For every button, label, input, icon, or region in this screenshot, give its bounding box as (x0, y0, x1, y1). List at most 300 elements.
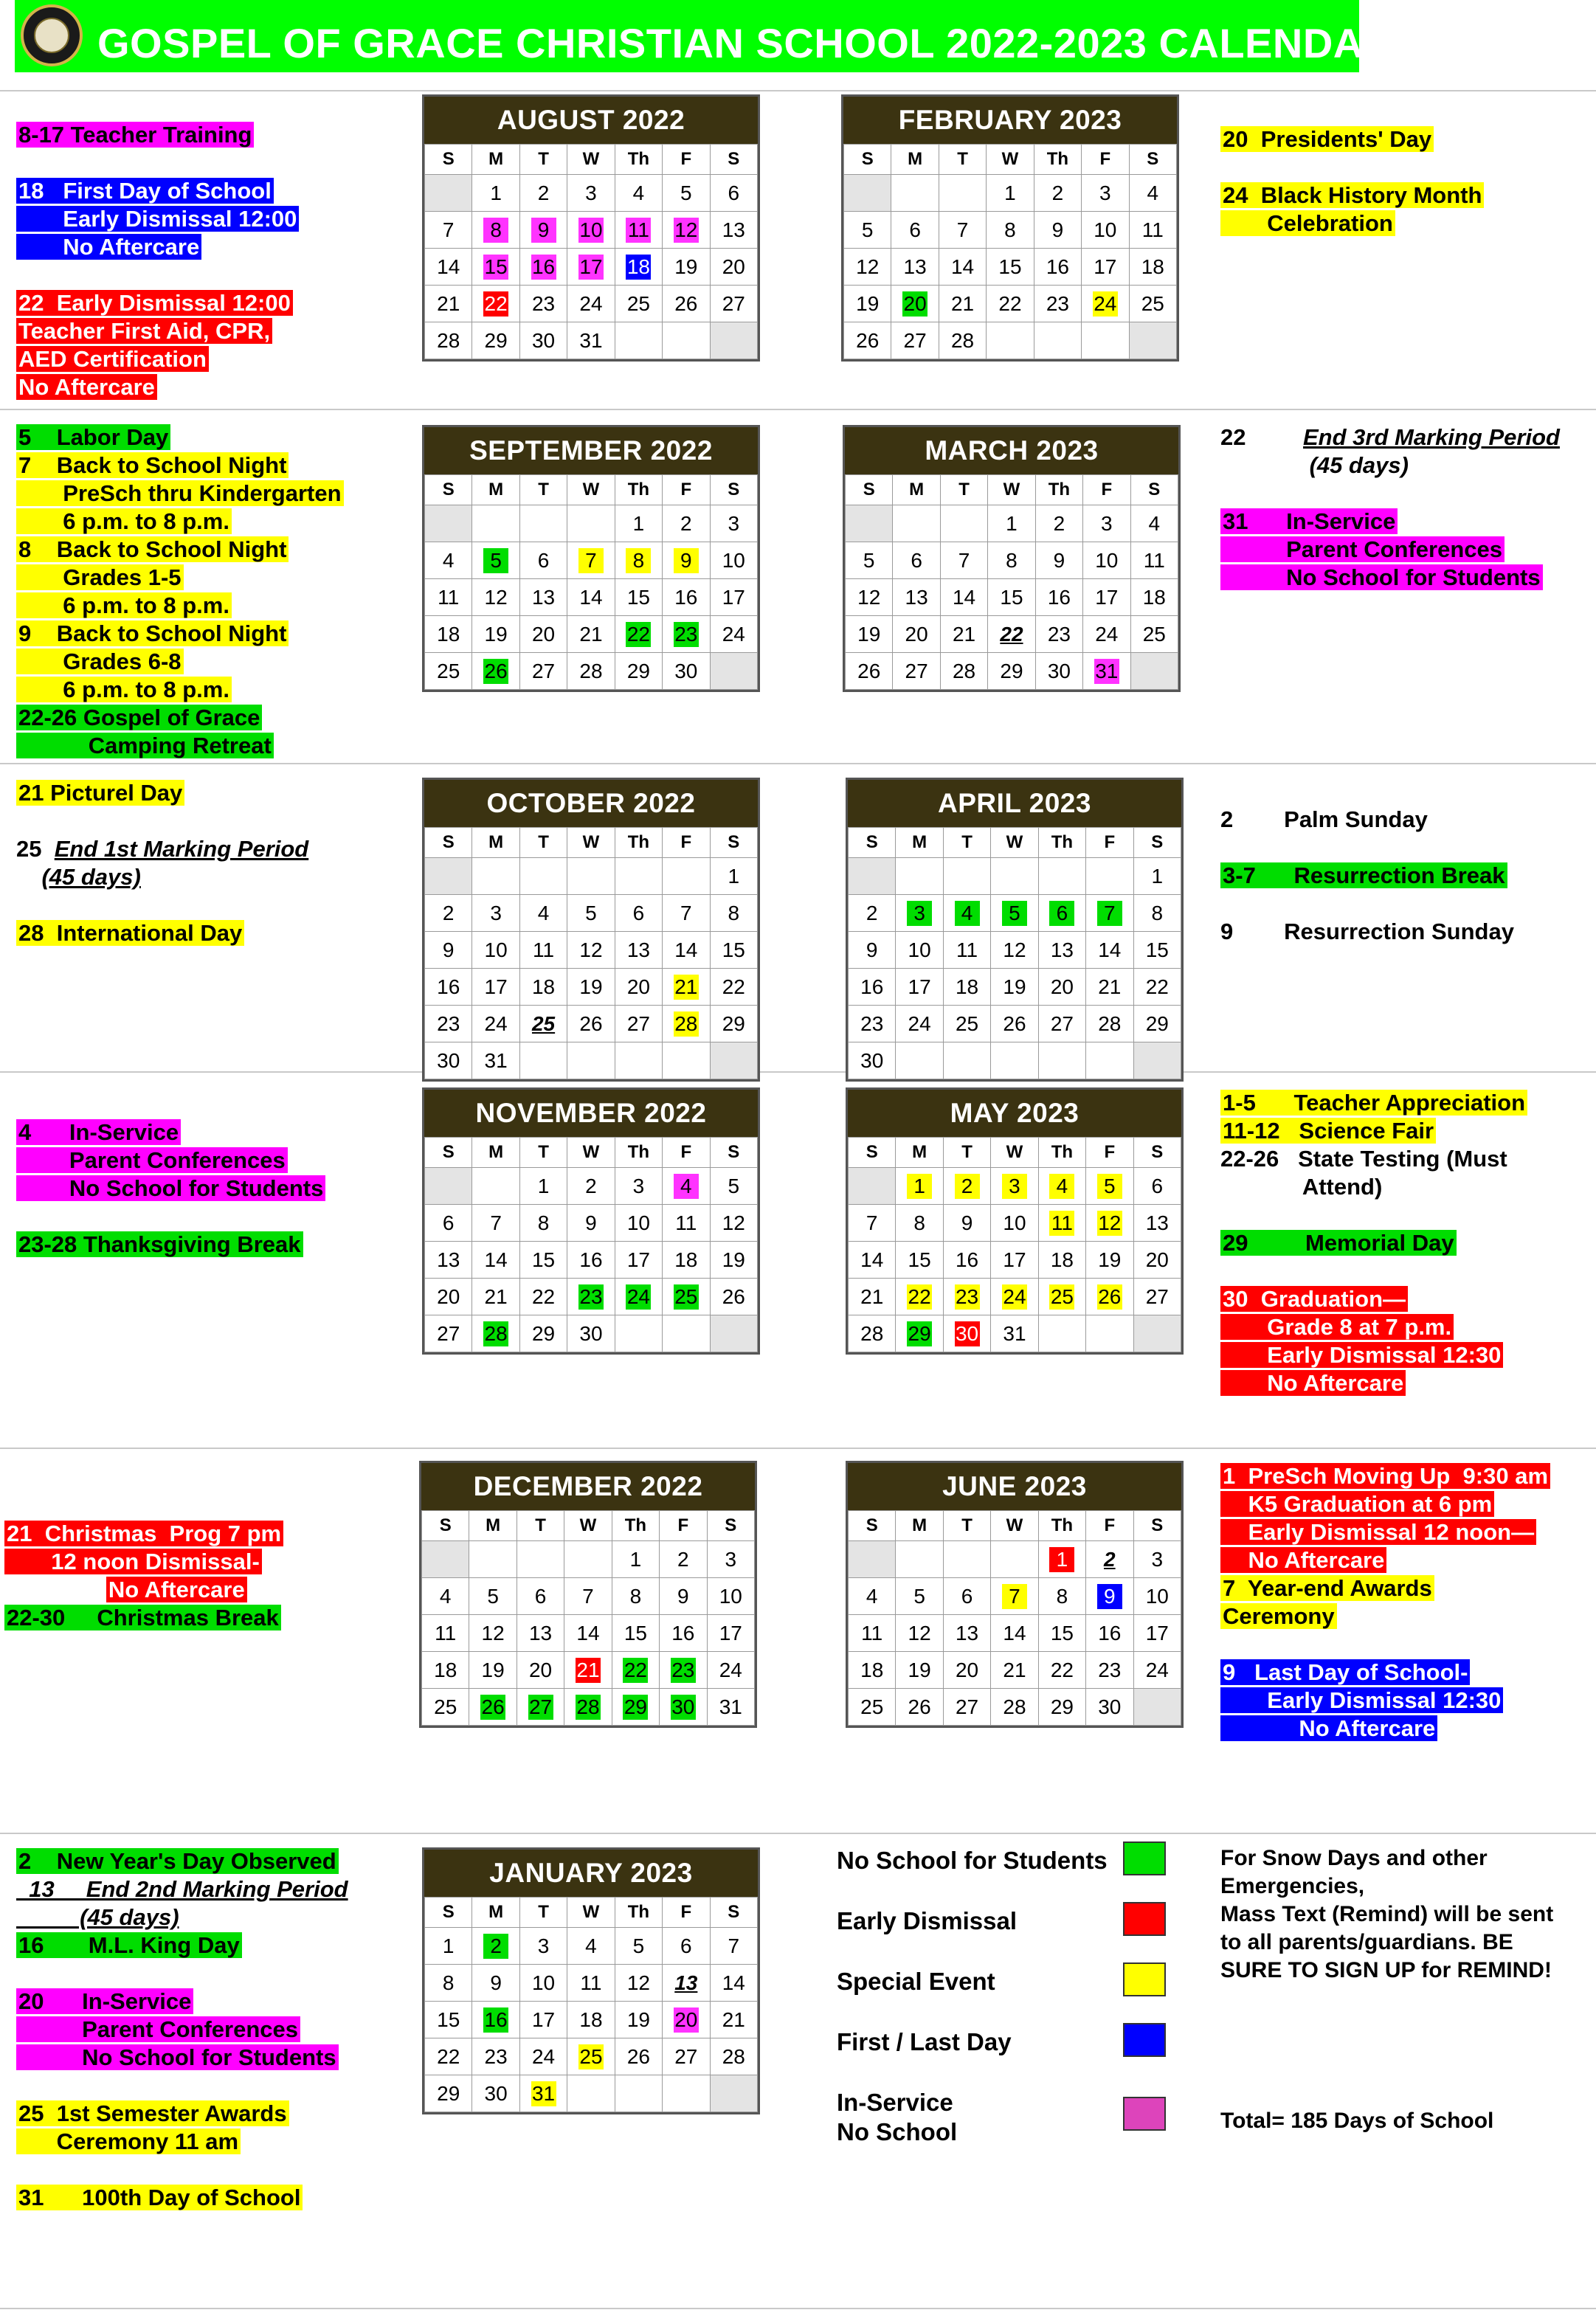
day-cell (663, 895, 710, 932)
weekday-header: T (940, 475, 987, 505)
note-line (1220, 1173, 1527, 1201)
day-number: 12 (1098, 1211, 1122, 1234)
weekday-header: M (472, 145, 519, 175)
day-cell (422, 1652, 469, 1689)
note-line (1220, 1341, 1527, 1369)
weekday-header: M (893, 475, 940, 505)
note-line (1220, 1490, 1550, 1518)
day-number: 26 (579, 1011, 603, 1035)
day-cell (1086, 895, 1133, 932)
notes-october (16, 779, 308, 947)
day-cell (844, 212, 891, 249)
day-number: 13 (905, 585, 928, 609)
empty-cell (517, 1541, 564, 1578)
empty-cell (425, 858, 472, 895)
day-number: 31 (531, 2081, 556, 2105)
day-cell (943, 1006, 990, 1042)
weekday-header: S (710, 145, 757, 175)
day-number: 27 (903, 328, 927, 352)
day-cell (1082, 286, 1129, 322)
day-cell (943, 1205, 990, 1242)
day-number: 30 (674, 659, 698, 682)
weekday-header: F (663, 828, 710, 858)
day-cell (991, 969, 1038, 1006)
day-number: 3 (907, 901, 932, 926)
day-number: 15 (484, 255, 508, 278)
month-title: MAY 2023 (848, 1090, 1181, 1137)
day-cell (846, 542, 893, 579)
day-cell (893, 653, 940, 690)
day-cell (943, 1315, 990, 1352)
total-days: Total= 185 Days of School (1220, 2109, 1494, 2133)
note-line (1220, 1229, 1527, 1257)
weekday-header: W (567, 475, 615, 505)
day-cell (472, 1242, 519, 1279)
empty-cell (1133, 1315, 1181, 1352)
snow-day-note: For Snow Days and other Emergencies, Mass Text (Remind) will be sent to all parents/guardians. BE SURE TO SIGN UP for REMIND! (1220, 1846, 1554, 1982)
day-cell (663, 969, 710, 1006)
day-cell (939, 322, 986, 359)
note-line (16, 1960, 348, 1988)
day-number: 25 (955, 1011, 979, 1035)
day-number: 20 (903, 291, 927, 315)
day-cell (663, 2002, 710, 2038)
empty-cell (896, 858, 943, 895)
day-number: 4 (1049, 1174, 1074, 1199)
notes-may (1220, 1089, 1527, 1397)
empty-cell (896, 1042, 943, 1079)
note-line (1220, 564, 1560, 592)
weekday-header: Th (1034, 145, 1081, 175)
day-number: 15 (998, 255, 1022, 278)
note-text: Ceremony (1220, 1603, 1337, 1629)
day-cell (567, 895, 615, 932)
day-number: 2 (1053, 511, 1065, 535)
weekday-header: F (1086, 828, 1133, 858)
day-number: 31 (484, 1048, 508, 1072)
day-cell (707, 1652, 754, 1689)
month-calendar-november (422, 1087, 760, 1355)
note-text: PreSch thru Kindergarten (16, 480, 344, 506)
day-number: 5 (632, 1934, 645, 1957)
empty-cell (663, 322, 710, 359)
empty-cell (1034, 322, 1081, 359)
day-cell (893, 579, 940, 616)
day-cell (710, 1279, 757, 1315)
day-cell (844, 322, 891, 359)
day-number: 19 (626, 2007, 650, 2031)
day-number: 25 (437, 659, 460, 682)
day-cell (943, 1242, 990, 1279)
empty-cell (472, 1168, 519, 1205)
day-number: 6 (1049, 901, 1074, 926)
day-cell (1133, 1242, 1181, 1279)
note-line (1220, 862, 1514, 890)
day-number: 7 (866, 1211, 878, 1234)
day-cell (472, 322, 519, 359)
weekday-header: Th (1038, 1138, 1085, 1168)
note-line (16, 1847, 348, 1875)
day-number: 29 (484, 328, 508, 352)
day-number: 6 (442, 1211, 455, 1234)
note-text: No School for Students (1220, 564, 1543, 590)
day-number: 11 (626, 218, 651, 243)
note-text: No Aftercare (1220, 1715, 1437, 1741)
note-line (16, 2072, 348, 2100)
day-cell (425, 579, 472, 616)
day-cell (1133, 1279, 1181, 1315)
empty-cell (1082, 322, 1129, 359)
empty-cell (991, 858, 1038, 895)
day-cell (663, 542, 710, 579)
day-number: 27 (674, 2044, 698, 2068)
day-cell (710, 175, 757, 212)
day-cell (472, 1928, 519, 1965)
note-text: No Aftercare (16, 234, 201, 260)
day-number: 22 (1050, 1658, 1074, 1681)
day-cell (663, 1965, 710, 2002)
day-number: 25 (626, 291, 650, 315)
day-number: 16 (531, 255, 556, 278)
note-line (4, 1520, 283, 1548)
empty-cell (891, 175, 939, 212)
day-cell (940, 542, 987, 579)
day-number: 8 (537, 1211, 550, 1234)
day-cell (519, 1279, 567, 1315)
day-cell (943, 932, 990, 969)
day-cell (710, 212, 757, 249)
day-cell (469, 1689, 517, 1726)
note-text: 2 Palm Sunday (1220, 806, 1428, 832)
month-title: NOVEMBER 2022 (424, 1090, 758, 1137)
day-number: 3 (490, 901, 502, 924)
day-number: 20 (1050, 975, 1074, 998)
day-cell (519, 1315, 567, 1352)
day-cell (891, 286, 939, 322)
day-number: 1 (1049, 1547, 1074, 1572)
day-cell (469, 1578, 517, 1615)
note-line (1220, 834, 1514, 862)
day-cell (707, 1615, 754, 1652)
day-number: 30 (531, 328, 556, 352)
note-line (1220, 1602, 1550, 1630)
day-cell (1133, 1615, 1181, 1652)
note-text: 30 Graduation— (1220, 1286, 1408, 1312)
day-cell (615, 1205, 662, 1242)
day-number: 4 (1147, 181, 1159, 204)
day-number: 8 (1004, 218, 1016, 241)
day-cell (567, 1168, 615, 1205)
month-title: AUGUST 2022 (424, 97, 758, 144)
notes-february (1220, 125, 1484, 238)
day-cell (425, 1205, 472, 1242)
day-number: 23 (531, 291, 556, 315)
day-cell (849, 1689, 896, 1726)
weekday-header: Th (615, 145, 662, 175)
empty-cell (469, 1541, 517, 1578)
day-cell (1133, 895, 1181, 932)
day-number: 5 (585, 901, 597, 924)
day-number: 7 (442, 218, 455, 241)
day-number: 8 (913, 1211, 925, 1234)
empty-cell (849, 1168, 896, 1205)
day-cell (567, 1315, 615, 1352)
day-number: 5 (487, 1584, 499, 1608)
day-cell (425, 932, 472, 969)
note-text: 8 Back to School Night (16, 536, 289, 562)
notes-december (4, 1520, 283, 1632)
note-text: 9 Back to School Night (16, 620, 289, 646)
weekday-header: F (1086, 1511, 1133, 1541)
day-cell (896, 1315, 943, 1352)
day-cell (472, 2075, 519, 2112)
note-text: 22 Early Dismissal 12:00 (16, 290, 293, 316)
day-cell (1083, 653, 1130, 690)
day-cell (940, 579, 987, 616)
day-number: 18 (1142, 585, 1166, 609)
weekday-header: M (896, 1138, 943, 1168)
month-calendar-august (422, 94, 760, 362)
day-cell (710, 2002, 757, 2038)
day-number: 24 (908, 1011, 931, 1035)
weekday-header: W (567, 145, 615, 175)
day-number: 5 (680, 181, 692, 204)
day-cell (615, 1279, 662, 1315)
day-number: 29 (1000, 659, 1023, 682)
note-text (4, 1577, 106, 1602)
day-number: 2 (1104, 1547, 1116, 1571)
day-number: 10 (1145, 1584, 1169, 1608)
day-number: 4 (1148, 511, 1161, 535)
day-number: 16 (484, 2007, 508, 2031)
weekday-header: Th (612, 1511, 659, 1541)
day-number: 2 (680, 511, 692, 535)
day-number: 24 (1145, 1658, 1169, 1681)
day-cell (1086, 1168, 1133, 1205)
day-number: 28 (1003, 1695, 1026, 1718)
note-line (1220, 1518, 1550, 1546)
weekday-header: T (939, 145, 986, 175)
day-number: 26 (674, 291, 698, 315)
day-cell (660, 1578, 707, 1615)
note-line (16, 1903, 348, 1932)
day-number: 1 (1006, 511, 1018, 535)
note-line (1220, 1285, 1527, 1313)
weekday-header: T (519, 475, 567, 505)
empty-cell (567, 858, 615, 895)
day-number: 25 (579, 2044, 603, 2068)
day-number: 1 (1004, 181, 1016, 204)
month-title: JANUARY 2023 (424, 1850, 758, 1897)
day-cell (472, 579, 519, 616)
empty-cell (710, 653, 757, 690)
day-cell (943, 1689, 990, 1726)
day-cell (422, 1578, 469, 1615)
day-cell (472, 969, 519, 1006)
note-line (16, 648, 344, 676)
day-cell (710, 579, 757, 616)
note-text: Early Dismissal 12 noon— (1220, 1519, 1536, 1545)
empty-cell (940, 505, 987, 542)
day-number: 23 (1098, 1658, 1122, 1681)
weekday-header: T (519, 1138, 567, 1168)
note-line (1220, 1546, 1550, 1574)
legend-label-no-school: No School for Students (837, 1847, 1108, 1874)
day-cell (472, 249, 519, 286)
note-line (16, 345, 299, 373)
weekday-header: S (425, 828, 472, 858)
day-cell (472, 653, 519, 690)
day-number: 30 (955, 1321, 979, 1345)
day-cell (988, 579, 1035, 616)
day-cell (469, 1652, 517, 1689)
day-number: 18 (955, 975, 979, 998)
day-cell (519, 1928, 567, 1965)
day-cell (663, 1168, 710, 1205)
empty-cell (615, 1315, 662, 1352)
day-cell (519, 286, 567, 322)
day-cell (519, 653, 567, 690)
day-number: 12 (481, 1621, 505, 1645)
day-cell (893, 616, 940, 653)
day-number: 22 (437, 2044, 460, 2068)
day-cell (991, 932, 1038, 969)
weekday-header: F (1082, 145, 1129, 175)
day-cell (567, 969, 615, 1006)
day-cell (1133, 1652, 1181, 1689)
empty-cell (472, 505, 519, 542)
day-cell (707, 1541, 754, 1578)
day-number: 2 (677, 1547, 689, 1571)
note-line (16, 452, 344, 480)
day-number: 30 (437, 1048, 460, 1072)
weekday-header: S (844, 145, 891, 175)
notes-september (16, 423, 344, 760)
day-number: 15 (1000, 585, 1023, 609)
weekday-header: T (519, 145, 567, 175)
month-calendar-may (846, 1087, 1184, 1355)
note-line (16, 261, 299, 289)
note-text: 22 (1220, 424, 1303, 450)
empty-cell (943, 858, 990, 895)
note-line (16, 1118, 325, 1147)
day-number: 31 (579, 328, 603, 352)
weekday-header: Th (615, 1138, 662, 1168)
day-number: 16 (579, 1248, 603, 1271)
note-line (16, 1147, 325, 1175)
day-cell (1035, 579, 1082, 616)
day-cell (987, 286, 1034, 322)
day-cell (615, 932, 662, 969)
day-number: 1 (442, 1934, 455, 1957)
day-number: 18 (860, 1658, 884, 1681)
day-cell (844, 249, 891, 286)
day-cell (615, 579, 662, 616)
notes-june (1220, 1462, 1550, 1743)
day-cell (849, 1242, 896, 1279)
day-cell (849, 1615, 896, 1652)
day-cell (615, 653, 662, 690)
day-number: 15 (531, 1248, 556, 1271)
day-cell (1035, 542, 1082, 579)
day-number: 20 (528, 1658, 553, 1681)
day-number: 14 (1098, 938, 1122, 961)
note-text: Parent Conferences (16, 2016, 300, 2042)
day-number: 23 (1047, 622, 1071, 646)
empty-cell (663, 858, 710, 895)
day-number: 8 (626, 548, 651, 573)
day-cell (893, 542, 940, 579)
day-number: 1 (1151, 864, 1164, 888)
day-cell (567, 1279, 615, 1315)
day-cell (567, 322, 615, 359)
day-cell (991, 1689, 1038, 1726)
day-cell (425, 895, 472, 932)
day-cell (1082, 249, 1129, 286)
day-cell (896, 895, 943, 932)
day-cell (1130, 579, 1178, 616)
day-number: 20 (626, 975, 650, 998)
day-number: 6 (911, 548, 922, 572)
empty-cell (1086, 1315, 1133, 1352)
day-cell (567, 1205, 615, 1242)
day-cell (425, 212, 472, 249)
weekday-header: W (991, 1511, 1038, 1541)
month-calendar-december (419, 1461, 757, 1728)
day-cell (1034, 175, 1081, 212)
day-number: 11 (956, 938, 978, 961)
note-line (16, 480, 344, 508)
day-number: 15 (908, 1248, 931, 1271)
empty-cell (844, 175, 891, 212)
day-cell (1083, 542, 1130, 579)
day-number: 26 (856, 328, 880, 352)
legend-swatch-red (1123, 1902, 1166, 1936)
day-number: 25 (1142, 622, 1166, 646)
month-calendar-september (422, 425, 760, 692)
note-line (16, 592, 344, 620)
note-text: End 3rd Marking Period (1303, 424, 1560, 450)
divider (0, 1448, 1596, 1449)
day-number: 9 (961, 1211, 973, 1234)
weekday-header: T (519, 828, 567, 858)
empty-cell (564, 1541, 612, 1578)
day-number: 24 (626, 1284, 650, 1308)
weekday-header: M (891, 145, 939, 175)
day-number: 5 (483, 548, 508, 573)
day-cell (615, 249, 662, 286)
note-line (16, 564, 344, 592)
weekday-header: M (472, 475, 519, 505)
empty-cell (849, 1541, 896, 1578)
empty-cell (1038, 1315, 1085, 1352)
divider (0, 1833, 1596, 1834)
note-text: Early Dismissal 12:00 (16, 206, 299, 232)
day-number: 13 (955, 1621, 979, 1645)
note-line (16, 676, 344, 704)
month-calendar-june (846, 1461, 1184, 1728)
weekday-header: S (425, 1138, 472, 1168)
empty-cell (1038, 1042, 1085, 1079)
day-number: 5 (728, 1174, 740, 1197)
day-number: 16 (1046, 255, 1069, 278)
weekday-header: S (707, 1511, 754, 1541)
note-text: Parent Conferences (1220, 536, 1505, 562)
note-text: 9 Last Day of School- (1220, 1659, 1470, 1685)
day-number: 23 (671, 1658, 695, 1681)
note-text: 6 p.m. to 8 p.m. (16, 592, 232, 618)
weekday-header: W (991, 1138, 1038, 1168)
